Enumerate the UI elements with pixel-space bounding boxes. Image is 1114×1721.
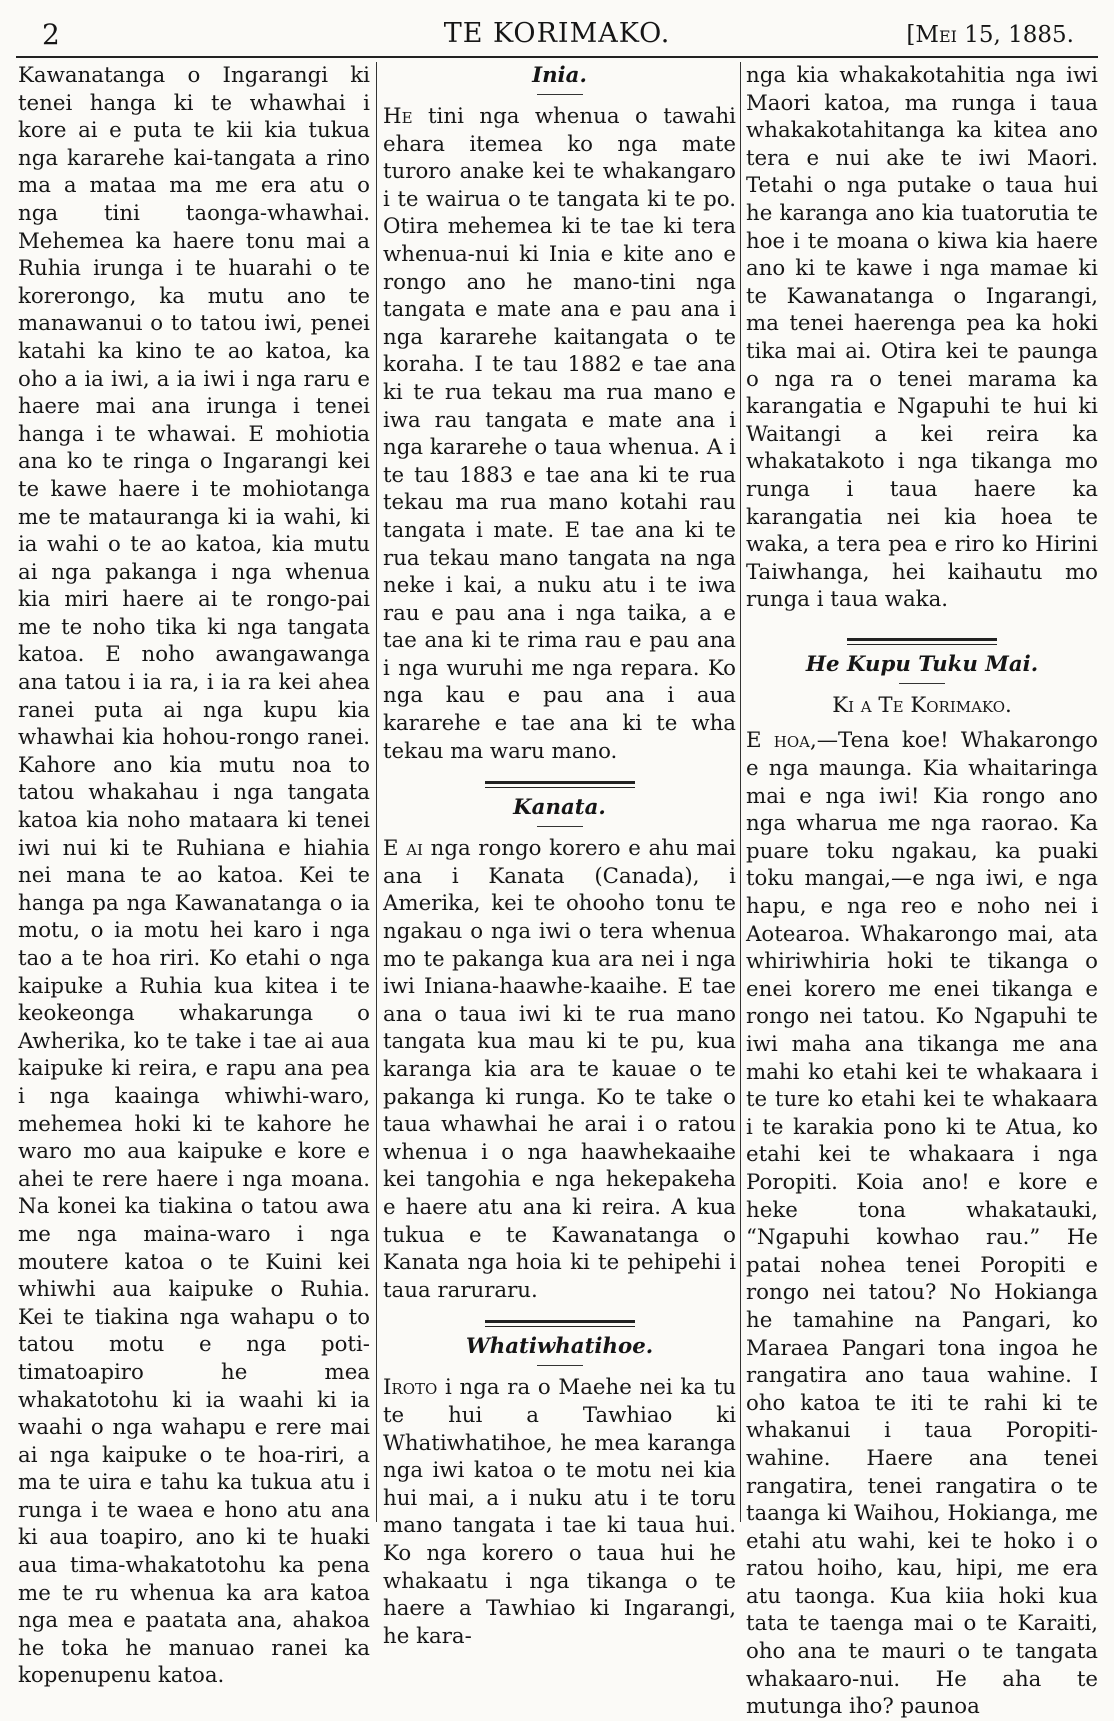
column-1 [18,62,370,1690]
section-separator [847,638,997,645]
lead-word: He [383,104,413,129]
lead-word: E hoa, [746,728,817,754]
article-kanata [383,835,736,1304]
short-rule [537,826,583,827]
heading-inia: Inia. [532,63,587,88]
article-body: —Tena koe! Whakarongo e nga maunga. Kia whaitaringa mai e nga iwi! Kia rongo ano nga wharua me nga raorao. Ka puare toku ngakau, ka puaki toku mangai,—e nga iwi, e nga hapu, e nga reo e noho nei i Aotearoa. Whakarongo mai, ata whiriwhiria hoki te tikanga o enei korero me enei tikanga e rongo nei tatou. Ko Ngapuhi te iwi maha ana tikanga me ana mahi ko etahi kei te whakaara i te ture ko etahi kei te whakaara i te karakia pono ki te Atua, ko etahi kei te whakaara i nga Poropiti. Koia ano! e kore e heke tona whakatauki, “Ngapuhi kowhao rau.” He patai nohea tenei Poropiti e rongo nei tatou? No Hokianga he tamahine na Pangari, ko Maraea Pangari tona ingoa he rangatira ano taua wahine. I oho katoa te iti te rahi ki te whakanui i taua Poropiti-wahine. Haere ana tenei rangatira, tenei rangatira o te taanga ki Waihou, Hokianga, me etahi atu wahi, kei te hoko i o ratou hoiho, kau, hipi, me era atu taonga. Kua kiia hoki kua tata te taenga mai o te Karaiti, oho ana te mauri o te tangata whakaaro-nui. He aha te mutunga iho? paunoa [746,728,1099,1720]
article-body: nga rongo korero e ahu mai ana i Kanata (Canada), i Amerika, kei te ohooho tonu te ngakau o nga iwi o tera whenua mo te pakanga kua ara nei i nga iwi Iniana-haawhe-kaaihe. E tae ana o taua iwi ki te rua mano tangata kua mau ki te pu, kua karanga kia ara te kauae o te pakanga ki runga. Ko te take o taua whawhai he arai i o ratou whenua i o nga haawhekaaihe kei tangohia e nga hekepakeha e haere atu ana ki reira. A kua tukua e te Kawanatanga o Kanata nga hoia ki te pehipehi i taua raruraru. [383,836,736,1303]
article-body: i nga ra o Maehe nei ka tu te hui a Tawhiao ki Whatiwhatihoe, he mea karanga nga iwi katoa o te motu nei kia hui mai, a i nuku atu i te toru mano tangata i tae ki taua hui. Ko nga korero o taua hui he whakaatu i nga tikanga o te haere a Tawhiao ki Ingarangi, he kara- [383,1375,736,1649]
issue-date: [Mei 15, 1885. [906,22,1074,48]
article-whatiwhatihoe [383,1374,736,1650]
short-rule [899,683,945,684]
newspaper-title: TE KORIMAKO. [443,18,671,49]
short-rule [537,1365,583,1366]
section-separator [485,1320,635,1327]
column-divider [376,62,377,1522]
lead-word: E ai [383,836,423,862]
article-continuation: nga kia whakakotahitia nga iwi Maori katoa, ma runga i taua whakakotahitanga ka kitea ano tera e nui ake te iwi Maori. Tetahi o nga putake o taua hui he karanga ano kia tuatorutia te hoe i te moana o kiwa kia haere ano ki te kawe i nga mamae ki te Kawanatanga o Ingarangi, ma tenei haerenga pea ka hoki tika mai ai. Otira kei te paunga o nga ra o tenei marama ka karangatia e Ngapuhi te hui ki Waitangi a kei reira ka whakatakoto i nga tikanga mo runga i taua haere ka karangatia nei kia hoea te waka, a tera pea e riro ko Hirini Taiwhanga, hei kaihautu mo runga i taua waka. [746,63,1098,613]
lead-word: Iroto [383,1375,438,1401]
header-rule [16,56,1098,58]
letter-salutation: Ki a Te Korimako. [832,692,1012,718]
letter-body [746,727,1098,1720]
heading-kanata: Kanata. [513,795,606,821]
article-body: tini nga whenua o tawahi ehara itemea ko nga mate turoro anake kei te whakangaro i te wairua o te tangata ki te po. Otira mehemea ki te tae ki tera whenua-nui ki Inia e kite ano e rongo ano he mano-tini nga tangata e mate ana e pau ana i nga kararehe kaitangata o te koraha. I te tau 1882 e tae ana ki te rua tekau ma rua mano e iwa rau tangata e mate ana i nga kararehe o taua whenua. A i te tau 1883 e tae ana ki te rua tekau ma rua mano kotahi rau tangata i mate. E tae ana ki te rua tekau mano tangata na nga neke i kai, a nuku atu i te iwa rau e pau ana i nga taika, a e tae ana ki te rima rau e pau ana i nga wuruhi me nga repara. Ko nga kau e pau ana i aua kararehe e tae ana ki te wha tekau ma waru mano. [383,104,736,764]
column-2 [383,62,736,1650]
section-separator [485,781,635,788]
column-divider [740,62,741,1522]
short-rule [537,94,583,95]
heading-kupu-tuku-mai: He Kupu Tuku Mai. [805,651,1039,677]
page-number: 2 [42,18,60,51]
page-header [0,0,1114,58]
article-inia [383,103,736,765]
heading-whatiwhatihoe: Whatiwhatihoe. [465,1334,654,1360]
article-continuation: Kawanatanga o Ingarangi ki tenei hanga ki te whawhai i kore ai e puta te kii kia tukua nga kararehe kai-tangata a rino ma a mataa ma me era atu o nga tini taonga-whawhai. Mehemea ka haere tonu mai a Ruhia irunga i te huarahi o te korerongo, ka mutu ano te manawanui o to tatou iwi, penei katahi ka kino te ao katoa, ka oho a ia iwi, a ia iwi i nga raru e haere mai ana irunga i tenei hanga i te whawai. E mohiotia ana ko te ringa o Ingarangi kei te kawe haere i te mohiotanga me te matauranga ki ia wahi, ki ia wahi o te ao katoa, kia mutu ai nga pakanga i nga whenua kia miri haere ai te rongo-pai me te noho tika ki nga tangata katoa. E noho awangawanga ana tatou i ia ra, i ia ra kei ahea ranei puta ai nga kupu kia whawhai kia hohou-rongo ranei. Kahore ano kia mutu noa to tatou whakahau i nga tangata katoa kia noho mataara ki tenei iwi nui ki te Ruhiana e hiahia nei mana te ao katoa. Kei te hanga pa nga Kawanatanga o ia motu, o ia motu hei karo i nga tao a te hoa riri. Ko etahi o nga kaipuke a Ruhia kua kitea i te keokeonga whakarunga o Awherika, ko te take i tae ai aua kaipuke ki reira, e rapu ana pea i nga kaainga whiwhi-waro, mehemea hoki ki te kahore he waro mo aua kaipuke e kore e ahei te rere haere i nga moana. Na konei ka tiakina o tatou awa me nga maina-waro i nga moutere katoa o te Kuini kei whiwhi aua kaipuke o Ruhia. Kei te tiakina nga wahapu o to tatou motu e nga poti-timatoapiro he mea whakatotohu ki ia waahi ki ia waahi o nga wahapu e rere mai ai nga kaipuke o te hoa-riri, a ma te uira e tahu ka tukua atu i runga i te waea e hono atu ana ki aua toapiro, ano ki te huaki aua tima-whakatotohu ka pena me te ru whenua ka ara katoa nga mea e paatata ana, ahakoa he toka he manuao ranei ka kopenupenu katoa. [18,63,370,1689]
column-3 [746,62,1098,1721]
